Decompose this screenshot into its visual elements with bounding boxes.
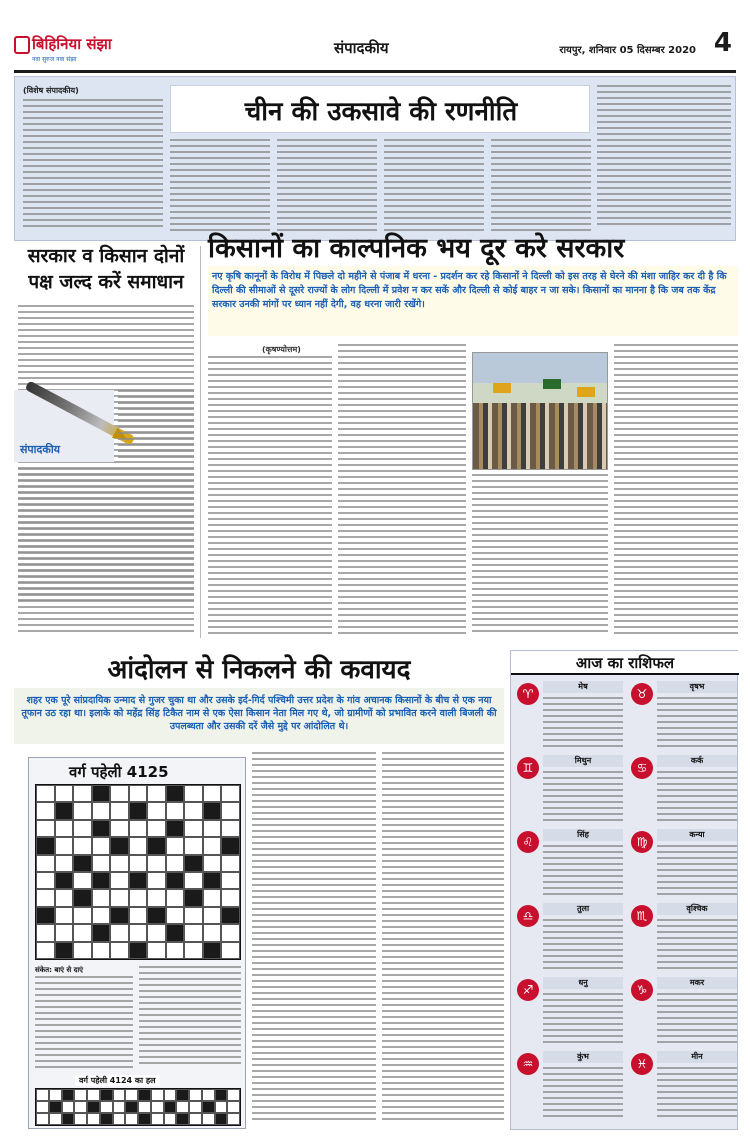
crossword-cell [55, 837, 74, 854]
crossword-cell [147, 942, 166, 959]
crossword-cell [36, 872, 55, 889]
crossword-cell [138, 1113, 151, 1125]
crossword-cell [110, 907, 129, 924]
second-headline: आंदोलन से निकलने की कवायद [107, 655, 411, 685]
crossword-cell [73, 942, 92, 959]
zodiac-icon: ♒ [517, 1053, 539, 1075]
zodiac-icon: ♈ [517, 683, 539, 705]
crossword-cell [55, 889, 74, 906]
crossword-cell [73, 872, 92, 889]
left-column-text-beside-pen [118, 390, 194, 462]
crossword-cell [87, 1089, 100, 1101]
crossword-cell [215, 1089, 228, 1101]
horoscope-sign [629, 829, 739, 883]
crossword-cell [110, 785, 129, 802]
crossword-cell [73, 889, 92, 906]
crossword-cell [227, 1113, 240, 1125]
horoscope-box [510, 650, 738, 1130]
zodiac-icon: ♓ [631, 1053, 653, 1075]
crossword-cell [92, 855, 111, 872]
lead-text-col-1 [208, 356, 332, 640]
crossword-cell [73, 785, 92, 802]
editorial-pen-graphic [14, 390, 114, 462]
crossword-previous-grid [35, 1088, 241, 1126]
lead-text-col-2 [338, 344, 466, 640]
crossword-cell [151, 1101, 164, 1113]
paper-name: बिहिनिया संझा [32, 35, 112, 53]
crossword-cell [184, 785, 203, 802]
crossword-cell [147, 802, 166, 819]
horoscope-text [657, 697, 737, 749]
crossword-cell [49, 1089, 62, 1101]
crossword-cell [113, 1089, 126, 1101]
horoscope-text [543, 993, 623, 1045]
crossword-cell [203, 820, 222, 837]
horoscope-text [657, 919, 737, 971]
editorial-headline-box [170, 85, 590, 133]
crossword-cell [184, 889, 203, 906]
crossword-cell [36, 1089, 49, 1101]
crossword-cell [110, 889, 129, 906]
horoscope-text [543, 1067, 623, 1119]
zodiac-name: मकर [657, 977, 737, 989]
crossword-cell [129, 907, 148, 924]
crossword-cell [129, 820, 148, 837]
crossword-cell [100, 1113, 113, 1125]
editorial-box [14, 76, 736, 241]
crossword-cell [110, 942, 129, 959]
crossword-cell [36, 1101, 49, 1113]
column-divider [200, 246, 201, 638]
crossword-cell [129, 942, 148, 959]
masthead [14, 28, 736, 68]
crossword-cell [221, 924, 240, 941]
masthead-rule [14, 70, 736, 73]
left-column-headline: सरकार व किसान दोनों पक्ष जल्द करें समाधान [27, 245, 185, 293]
crossword-cell [49, 1113, 62, 1125]
crossword-cell [125, 1101, 138, 1113]
crossword-cell [92, 837, 111, 854]
crossword-cell [100, 1089, 113, 1101]
zodiac-name: मिथुन [543, 755, 623, 767]
crossword-cell [129, 837, 148, 854]
paper-tagline: नवा सुरुज नवा संझा [32, 56, 77, 63]
crossword-cell [203, 855, 222, 872]
lead-deck: नए कृषि कानूनों के विरोध में पिछले दो महीने से पंजाब में धरना - प्रदर्शन कर रहे किसानों ने दिल्ली को इस तरह से घेरने की मंशा जाहिर कर दी है कि दिल्ली की सीमाओं से दूसरे राज्यों के लोग दिल्ली में प्रवेश न कर सकें और दिल्ली से कोई बाहर न जा सके। किसानों का मानना है कि जब तक केंद्र सरकार उनकी मांगों पर ध्यान नहीं देगी, वह धरना जारी रखेंगे। [212, 271, 727, 310]
crossword-cell [100, 1101, 113, 1113]
crowd-graphic [473, 403, 607, 470]
lead-deck-box [208, 266, 738, 336]
crossword-cell [55, 942, 74, 959]
crossword-cell [203, 837, 222, 854]
crossword-cell [203, 924, 222, 941]
crossword-cell [36, 1113, 49, 1125]
crossword-cell [74, 1101, 87, 1113]
crossword-cell [73, 924, 92, 941]
crossword-cell [221, 907, 240, 924]
crossword-cell [125, 1089, 138, 1101]
crossword-cell [147, 855, 166, 872]
dateline: रायपुर, शनिवार 05 दिसम्बर 2020 [559, 45, 696, 56]
zodiac-icon: ♐ [517, 979, 539, 1001]
crossword-cell [138, 1101, 151, 1113]
crossword-cell [147, 785, 166, 802]
crossword-cell [92, 872, 111, 889]
crossword-cell [55, 785, 74, 802]
crossword-cell [92, 924, 111, 941]
crossword-cell [49, 1101, 62, 1113]
editorial-text-col-3 [277, 139, 377, 235]
crossword-down-clues [139, 966, 241, 1070]
horoscope-text [657, 845, 737, 897]
horoscope-text [657, 771, 737, 823]
horoscope-sign [515, 681, 625, 735]
crossword-cell [221, 889, 240, 906]
paper-logo [14, 34, 124, 68]
zodiac-name: कुंभ [543, 1051, 623, 1063]
crossword-cell [110, 855, 129, 872]
zodiac-icon: ♎ [517, 905, 539, 927]
zodiac-icon: ♉ [631, 683, 653, 705]
crossword-cell [221, 837, 240, 854]
crossword-cell [36, 907, 55, 924]
crossword-cell [92, 820, 111, 837]
crossword-cell [36, 924, 55, 941]
crossword-cell [147, 872, 166, 889]
editorial-text-col-2 [170, 139, 270, 235]
crossword-cell [166, 855, 185, 872]
second-text-col-2 [382, 752, 504, 1130]
editorial-text-col-6 [597, 85, 731, 235]
crossword-cell [129, 872, 148, 889]
zodiac-name: धनु [543, 977, 623, 989]
horoscope-sign [629, 903, 739, 957]
crossword-cell [74, 1113, 87, 1125]
zodiac-name: कर्क [657, 755, 737, 767]
crossword-cell [176, 1113, 189, 1125]
crossword-cell [73, 855, 92, 872]
crossword-cell [87, 1101, 100, 1113]
crossword-cell [176, 1101, 189, 1113]
zodiac-icon: ♏ [631, 905, 653, 927]
crossword-cell [227, 1101, 240, 1113]
crossword-cell [92, 802, 111, 819]
crossword-cell [221, 942, 240, 959]
crossword-cell [92, 785, 111, 802]
horoscope-text [543, 919, 623, 971]
crossword-cell [184, 872, 203, 889]
crossword-previous-title: वर्ग पहेली 4124 का हल [75, 1075, 160, 1086]
second-text-col-1 [252, 752, 376, 1130]
crossword-cell [125, 1113, 138, 1125]
crossword-cell [55, 855, 74, 872]
horoscope-text [543, 845, 623, 897]
crossword-box [28, 757, 246, 1129]
crossword-cell [92, 907, 111, 924]
crossword-cell [221, 820, 240, 837]
flag-icon [543, 379, 561, 389]
crossword-cell [164, 1089, 177, 1101]
zodiac-icon: ♍ [631, 831, 653, 853]
crossword-cell [221, 872, 240, 889]
farmers-protest-photo [472, 352, 608, 470]
zodiac-icon: ♌ [517, 831, 539, 853]
horoscope-sign [629, 1051, 739, 1105]
crossword-cell [73, 820, 92, 837]
crossword-cell [36, 820, 55, 837]
crossword-cell [166, 872, 185, 889]
crossword-cell [184, 855, 203, 872]
zodiac-name: कन्या [657, 829, 737, 841]
editorial-headline: चीन की उकसावे की रणनीति [244, 97, 518, 127]
crossword-cell [110, 837, 129, 854]
crossword-grid [35, 784, 241, 960]
crossword-cell [110, 924, 129, 941]
crossword-cell [36, 855, 55, 872]
horoscope-text [657, 993, 737, 1045]
zodiac-icon: ♋ [631, 757, 653, 779]
lead-headline: किसानों का काल्पनिक भय दूर करे सरकार [208, 233, 625, 264]
crossword-cell [129, 802, 148, 819]
flag-icon [577, 387, 595, 397]
crossword-cell [215, 1101, 228, 1113]
crossword-cell [62, 1113, 75, 1125]
crossword-cell [113, 1101, 126, 1113]
crossword-cell [221, 785, 240, 802]
editorial-text-col-5 [491, 139, 591, 235]
crossword-cell [184, 802, 203, 819]
editorial-label: संपादकीय [20, 443, 61, 456]
editorial-text-col-1 [23, 99, 163, 237]
crossword-cell [129, 785, 148, 802]
crossword-cell [55, 907, 74, 924]
crossword-cell [189, 1113, 202, 1125]
zodiac-name: सिंह [543, 829, 623, 841]
zodiac-name: मीन [657, 1051, 737, 1063]
crossword-cell [92, 889, 111, 906]
crossword-cell [36, 837, 55, 854]
crossword-cell [203, 889, 222, 906]
crossword-across-clues [35, 976, 133, 1072]
horoscope-sign [515, 829, 625, 883]
crossword-cell [36, 942, 55, 959]
crossword-cell [55, 872, 74, 889]
crossword-cell [166, 820, 185, 837]
zodiac-icon: ♑ [631, 979, 653, 1001]
crossword-cell [147, 820, 166, 837]
crossword-cell [203, 872, 222, 889]
crossword-cell [164, 1113, 177, 1125]
zodiac-name: तुला [543, 903, 623, 915]
crossword-cell [184, 924, 203, 941]
second-deck-box [14, 688, 504, 744]
crossword-cell [87, 1113, 100, 1125]
crossword-cell [189, 1101, 202, 1113]
crossword-cell [129, 855, 148, 872]
horoscope-sign [629, 755, 739, 809]
crossword-cell [73, 837, 92, 854]
crossword-cell [36, 785, 55, 802]
crossword-cell [147, 837, 166, 854]
crossword-cell [166, 907, 185, 924]
crossword-across-label: संकेत: बाएं से दाएं [35, 966, 84, 974]
horoscope-sign [629, 681, 739, 735]
lead-text-col-3 [472, 474, 608, 640]
crossword-cell [166, 802, 185, 819]
crossword-cell [203, 942, 222, 959]
horoscope-sign [515, 977, 625, 1031]
section-name: संपादकीय [334, 39, 389, 57]
zodiac-name: मेष [543, 681, 623, 693]
crossword-cell [113, 1113, 126, 1125]
crossword-cell [215, 1113, 228, 1125]
crossword-cell [203, 802, 222, 819]
left-column-text-lower [18, 468, 194, 638]
crossword-cell [227, 1089, 240, 1101]
crossword-cell [110, 802, 129, 819]
crossword-cell [202, 1089, 215, 1101]
crossword-cell [189, 1089, 202, 1101]
crossword-cell [92, 942, 111, 959]
crossword-cell [147, 889, 166, 906]
flag-icon [493, 383, 511, 393]
crossword-cell [129, 889, 148, 906]
page-number: 4 [713, 28, 732, 58]
crossword-cell [55, 924, 74, 941]
crossword-cell [151, 1089, 164, 1101]
zodiac-icon: ♊ [517, 757, 539, 779]
crossword-title: वर्ग पहेली 4125 [69, 763, 169, 781]
horoscope-sign [515, 903, 625, 957]
logo-mark-icon [14, 36, 30, 54]
zodiac-name: वृषभ [657, 681, 737, 693]
crossword-cell [129, 924, 148, 941]
crossword-cell [138, 1089, 151, 1101]
editorial-text-col-4 [384, 139, 484, 235]
crossword-cell [202, 1101, 215, 1113]
crossword-cell [164, 1101, 177, 1113]
crossword-cell [74, 1089, 87, 1101]
horoscope-text [543, 771, 623, 823]
crossword-cell [110, 872, 129, 889]
horoscope-text [543, 697, 623, 749]
crossword-cell [147, 924, 166, 941]
crossword-cell [202, 1113, 215, 1125]
crossword-cell [62, 1101, 75, 1113]
crossword-cell [176, 1089, 189, 1101]
crossword-cell [166, 889, 185, 906]
editorial-kicker: (विशेष संपादकीय) [23, 86, 79, 95]
zodiac-name: वृश्चिक [657, 903, 737, 915]
lead-text-col-4 [614, 344, 738, 640]
horoscope-sign [629, 977, 739, 1031]
crossword-cell [166, 924, 185, 941]
crossword-cell [147, 907, 166, 924]
crossword-cell [184, 942, 203, 959]
crossword-cell [203, 907, 222, 924]
horoscope-sign [515, 1051, 625, 1105]
crossword-cell [55, 802, 74, 819]
second-deck: शहर एक पूरे सांप्रदायिक उन्माद से गुजर चुका था और उसके इर्द-गिर्द पश्चिमी उत्तर प्रदेश के गांव अचानक किसानों के बीच से एक नया तूफान उठ रहा था। इलाके को महेंद्र सिंह टिकैत नाम से एक ऐसा किसान नेता मिल गए थे, जो ग्रामीणों को प्रभावित करने वाली बिजली की उपलब्धता और उसकी दरें जैसे मुद्दे पर आंदोलित थे। [21, 695, 497, 732]
crossword-cell [73, 907, 92, 924]
lead-byline: (कृषण्योत्तम) [262, 345, 301, 354]
crossword-cell [203, 785, 222, 802]
crossword-cell [62, 1089, 75, 1101]
horoscope-text [657, 1067, 737, 1119]
crossword-cell [221, 855, 240, 872]
horoscope-title: आज का राशिफल [511, 651, 739, 675]
crossword-cell [221, 802, 240, 819]
crossword-cell [184, 837, 203, 854]
crossword-cell [166, 785, 185, 802]
crossword-cell [166, 942, 185, 959]
crossword-cell [151, 1113, 164, 1125]
crossword-cell [184, 907, 203, 924]
crossword-cell [166, 837, 185, 854]
crossword-cell [36, 889, 55, 906]
crossword-cell [184, 820, 203, 837]
crossword-cell [36, 802, 55, 819]
horoscope-sign [515, 755, 625, 809]
crossword-cell [110, 820, 129, 837]
crossword-cell [73, 802, 92, 819]
crossword-cell [55, 820, 74, 837]
